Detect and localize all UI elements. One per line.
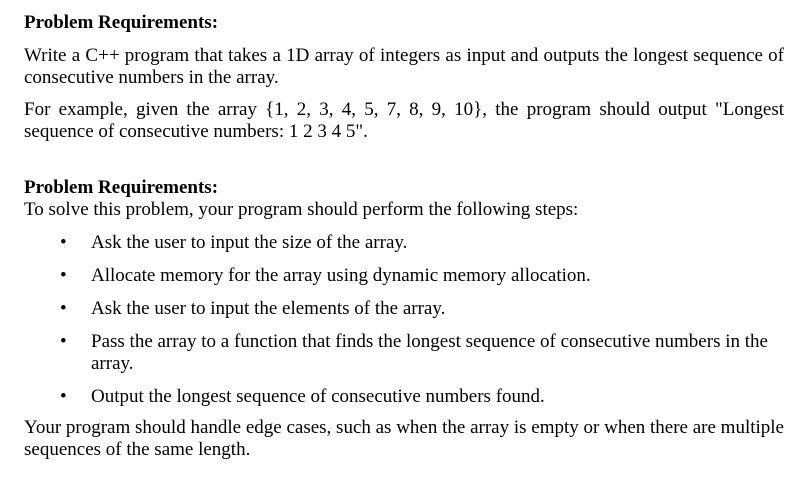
problem-description: Write a C++ program that takes a 1D array of integers as input and outputs the longest sequence of consecutive numbers in the array. (24, 45, 784, 88)
list-item (24, 232, 784, 254)
list-item (24, 386, 784, 408)
bullet-icon: • (60, 232, 67, 253)
section-2 (24, 177, 784, 461)
bullet-icon: • (60, 386, 67, 407)
step-text: Ask the user to input the size of the array. (91, 232, 408, 253)
step-text: Pass the array to a function that finds the longest sequence of consecutive numbers in the array. (91, 331, 768, 374)
steps-intro: To solve this problem, your program should perform the following steps: (24, 199, 579, 220)
edge-cases-paragraph: Your program should handle edge cases, such as when the array is empty or when there are multiple sequences of the same length. (24, 417, 784, 460)
list-item (24, 265, 784, 287)
steps-list (24, 232, 784, 408)
step-text: Allocate memory for the array using dynamic memory allocation. (91, 265, 591, 286)
step-text: Ask the user to input the elements of the array. (91, 298, 446, 319)
example-paragraph: For example, given the array {1, 2, 3, 4, 5, 7, 8, 9, 10}, the program should output "Longest sequence of consecutive numbers: 1 2 3 4 5". (24, 99, 784, 142)
list-item (24, 331, 784, 375)
bullet-icon: • (60, 298, 67, 319)
document (24, 12, 784, 461)
step-text: Output the longest sequence of consecutive numbers found. (91, 386, 545, 407)
section-2-heading: Problem Requirements: (24, 177, 219, 198)
list-item (24, 298, 784, 320)
section-1-heading: Problem Requirements: (24, 12, 219, 33)
bullet-icon: • (60, 265, 67, 286)
bullet-icon: • (60, 331, 67, 352)
